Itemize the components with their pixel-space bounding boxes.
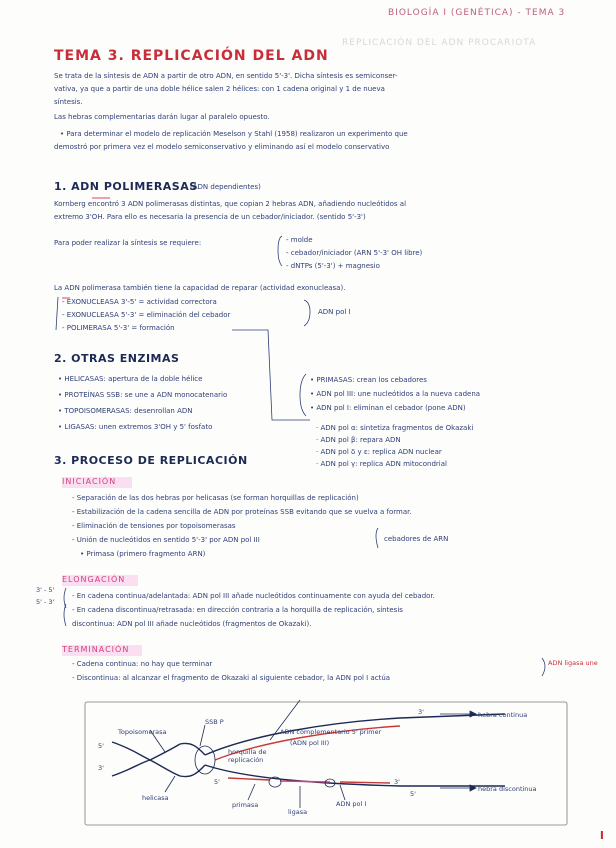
intro-line-4: Las hebras complementarias darán lugar al paralelo opuesto. <box>54 113 270 121</box>
s1-line-2: extremo 3'OH. Para ello es necesaria la presencia de un cebador/iniciador. (sentido 5'-3') <box>54 213 366 221</box>
iniciacion-label: INICIACIÓN <box>62 477 117 486</box>
act-left-bracket <box>56 297 58 330</box>
section-1-paren: (ADN dependientes) <box>190 183 261 191</box>
ini-line-4: - Unión de nucleótidos en sentido 5'-3' por ADN pol III <box>72 536 260 544</box>
diag-end-3a: 3' <box>98 764 104 772</box>
s2-left-1: • HELICASAS: apertura de la doble hélice <box>58 375 203 383</box>
intro-line-2: vativa, ya que a partir de una doble hélice salen 2 hélices: con 1 cadena original y 1 de nueva <box>54 85 385 93</box>
s1-act-2: - EXONUCLEASA 5'-3' = eliminación del cebador <box>62 311 231 319</box>
okazaki-2 <box>280 781 330 782</box>
page-number: I <box>599 829 604 842</box>
elo-strand-marker: 3' - 5' 5' - 3' <box>36 586 55 606</box>
ini-line-3: - Eliminación de tensiones por topoisomerasas <box>72 522 236 530</box>
s2-right-bracket <box>300 374 306 416</box>
intro-line-3: síntesis. <box>54 98 83 106</box>
helix-twist-2 <box>180 765 205 777</box>
s2-left-3: • TOPOISOMERASAS: desenrollan ADN <box>58 407 193 415</box>
course-header: BIOLOGÍA I (GENÉTICA) - TEMA 3 <box>388 8 566 18</box>
ter-line-1: - Cadena continua: no hay que terminar <box>72 660 213 668</box>
primase-pointer <box>248 784 255 800</box>
s2-list-4: · ADN pol γ: replica ADN mitocondrial <box>316 460 447 468</box>
diag-end-3b: 3' <box>418 708 424 716</box>
diag-helicasa-label: helicasa <box>142 794 169 802</box>
s2-list-2: · ADN pol β: repara ADN <box>316 436 401 444</box>
page-title: TEMA 3. REPLICACIÓN DEL ADN <box>54 48 329 64</box>
req-bracket <box>278 236 282 266</box>
s1-act-3: - POLIMERASA 5'-3' = formación <box>62 324 175 332</box>
okazaki-3 <box>340 782 390 783</box>
s2-list-1: · ADN pol α: sintetiza fragmentos de Okazaki <box>316 424 474 432</box>
diag-primasa-label: primasa <box>232 801 259 809</box>
diag-l3: 3' <box>394 778 400 786</box>
elo-line-2: - En cadena discontinua/retrasada: en dirección contraria a la horquilla de replicación, síntesis <box>72 606 403 614</box>
diag-ssb-label: SSB P <box>205 718 224 726</box>
pol1-pointer <box>340 785 345 800</box>
leading-arrow-head <box>470 711 476 717</box>
s1-req-intro: Para poder realizar la síntesis se requiere: <box>54 239 202 247</box>
diag-l5: 5' <box>214 778 220 786</box>
ini-line-5: • Primasa (primero fragmento ARN) <box>80 550 206 558</box>
ini-bracket <box>376 528 378 548</box>
helix-twist-1 <box>180 743 205 755</box>
terminacion-label: TERMINACIÓN <box>62 645 130 654</box>
diag-comp-label: ADN complementario 5' primer <box>280 728 382 736</box>
s1-act-note: ADN pol I <box>318 308 351 316</box>
diag-ligasa-label: ligasa <box>288 808 308 816</box>
s1-req-3: - dNTPs (5'-3') + magnesio <box>286 262 380 270</box>
s2-left-2: • PROTEÍNAS SSB: se une a ADN monocatenario <box>58 391 228 399</box>
elo-line-1: - En cadena continua/adelantada: ADN pol III añade nucleótidos continuamente con ayuda del cebador. <box>72 592 435 600</box>
diag-pol1-label: ADN pol I <box>336 800 367 808</box>
intro-line-6: demostró por primera vez el modelo semiconservativo y eliminando así el modelo conservativo <box>54 143 390 151</box>
bleedthrough-text: REPLICACIÓN DEL ADN PROCARIOTA <box>342 38 537 48</box>
okazaki-1 <box>228 778 270 780</box>
s1-act-1: - EXONUCLEASA 3'-5' = actividad correctora <box>62 298 217 306</box>
section-3-heading: 3. PROCESO DE REPLICACIÓN <box>54 454 248 467</box>
diag-lagging-label: hebra discontinua <box>478 785 537 793</box>
s1-req-1: - molde <box>286 236 313 244</box>
helicase-shape <box>195 746 215 774</box>
s2-right-2: • ADN pol III: une nucleótidos a la nueva cadena <box>310 390 481 398</box>
s1-act-intro: La ADN polimerasa también tiene la capacidad de reparar (actividad exonucleasa). <box>54 284 346 292</box>
diag-topo-label: Topoisomerasa <box>118 728 167 736</box>
ssb-pointer <box>200 725 205 746</box>
intro-line-1: Se trata de la síntesis de ADN a partir de otro ADN, en sentido 5'-3'. Dicha síntesis es semiconser- <box>54 72 398 80</box>
diag-end-5a: 5' <box>98 742 104 750</box>
s1-req-2: - cebador/iniciador (ARN 5'-3' OH libre) <box>286 249 423 257</box>
elongacion-label: ELONGACIÓN <box>62 575 126 584</box>
s1-line-1: Kornberg encontró 3 ADN polimerasas distintas, que copian 2 hebras ADN, añadiendo nucleótidos al <box>54 200 407 208</box>
ini-line-2: - Estabilización de la cadena sencilla de ADN por proteínas SSB evitando que se vuelva a formar. <box>72 508 412 516</box>
diag-leading-label: hebra continua <box>478 711 528 719</box>
pol-connector <box>232 330 310 420</box>
ter-bracket <box>542 658 545 676</box>
s2-list-3: · ADN pol δ y ε: replica ADN nuclear <box>316 448 442 456</box>
ini-note: cebadores de ARN <box>384 535 449 543</box>
s2-right-3: • ADN pol I: eliminan el cebador (pone ADN) <box>310 404 466 412</box>
section-1-heading: 1. ADN POLIMERASAS <box>54 180 198 193</box>
ini-line-1: - Separación de las dos hebras por helicasas (se forman horquillas de replicación) <box>72 494 359 502</box>
section-2-heading: 2. OTRAS ENZIMAS <box>54 352 180 365</box>
intro-line-5: • Para determinar el modelo de replicación Meselson y Stahl (1958) realizaron un experimento que <box>60 130 408 138</box>
ter-line-2: - Discontinua: al alcanzar el fragmento de Okazaki al siguiente cebador, la ADN pol I actúa <box>72 674 391 682</box>
diag-pol3-label: (ADN pol III) <box>290 739 330 747</box>
s2-left-4: • LIGASAS: unen extremos 3'OH y 5' fosfato <box>58 423 213 431</box>
diag-horquilla-label: horquilla de replicación <box>228 748 267 764</box>
act-right-bracket <box>304 300 310 326</box>
diag-r5: 5' <box>410 790 416 798</box>
ter-note: ADN ligasa une <box>548 659 598 667</box>
s2-right-1: • PRIMASAS: crean los cebadores <box>310 376 427 384</box>
parent-strand-top <box>112 742 180 776</box>
elo-line-3: discontinua: ADN pol III añade nucleótidos (fragmentos de Okazaki). <box>72 620 312 628</box>
helicasa-pointer <box>165 776 175 792</box>
